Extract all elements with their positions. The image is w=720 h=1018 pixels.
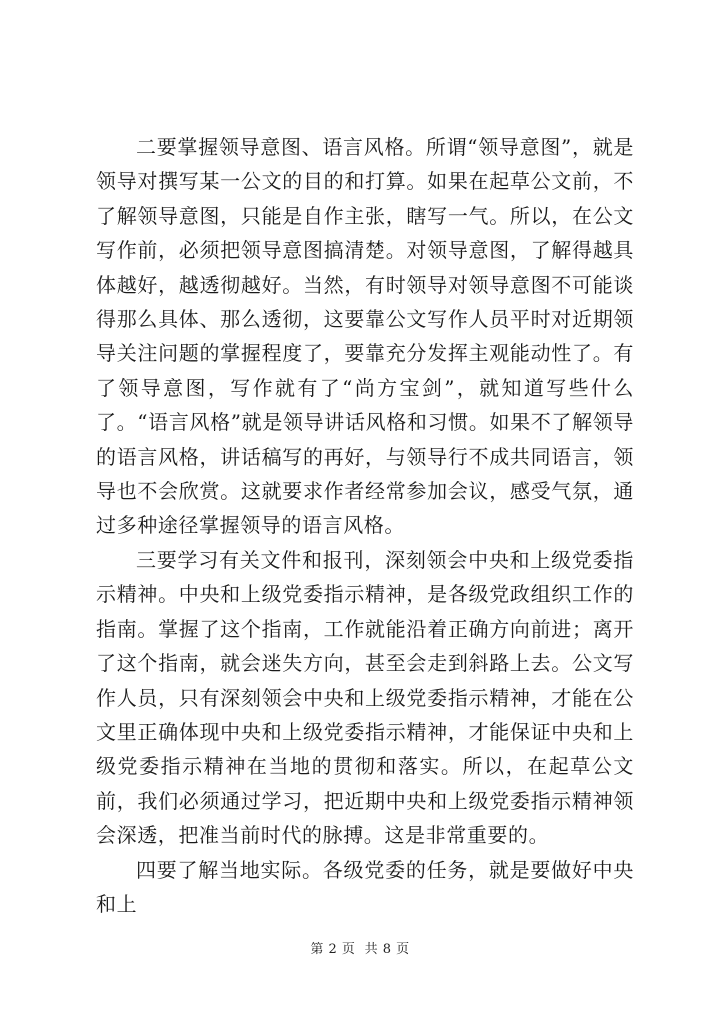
- paragraph-local-reality: 四要了解当地实际。各级党委的任务，就是要做好中央和上: [96, 857, 634, 916]
- paragraph-study-documents: 三要学习有关文件和报刊，深刻领会中央和上级党委指示精神。中央和上级党委指示精神，是各级党政组织工作的指南。掌握了这个指南，工作就能沿着正确方向前进；离开了这个指南，就会迷失方向，甚至会走到斜路上去。公文写作人员，只有深刻领会中央和上级党委指示精神，才能在公文里正确体现中央和上级党委指示精神，才能保证中央和上级党委指示精神在当地的贯彻和落实。所以，在起草公文前，我们必须通过学习，把近期中央和上级党委指示精神领会深透，把准当前时代的脉搏。这是非常重要的。: [96, 547, 634, 848]
- paragraph-leadership-intent: 二要掌握领导意图、语言风格。所谓“领导意图”，就是领导对撰写某一公文的目的和打算。如果在起草公文前，不了解领导意图，只能是自作主张，瞎写一气。所以，在公文写作前，必须把领导意图搞清楚。对领导意图，了解得越具体越好，越透彻越好。当然，有时领导对领导意图不可能谈得那么具体、那么透彻，这要靠公文写作人员平时对近期领导关注问题的掌握程度了，要靠充分发挥主观能动性了。有了领导意图，写作就有了“尚方宝剑”，就知道写些什么了。“语言风格”就是领导讲话风格和习惯。如果不了解领导的语言风格，讲话稿写的再好，与领导行不成共同语言，领导也不会欣赏。这就要求作者经常参加会议，感受气氛，通过多种途径掌握领导的语言风格。: [96, 135, 634, 538]
- document-body: [96, 130, 634, 921]
- page-footer: [0, 938, 720, 957]
- page-number: 第 2 页 共 8 页: [310, 942, 410, 957]
